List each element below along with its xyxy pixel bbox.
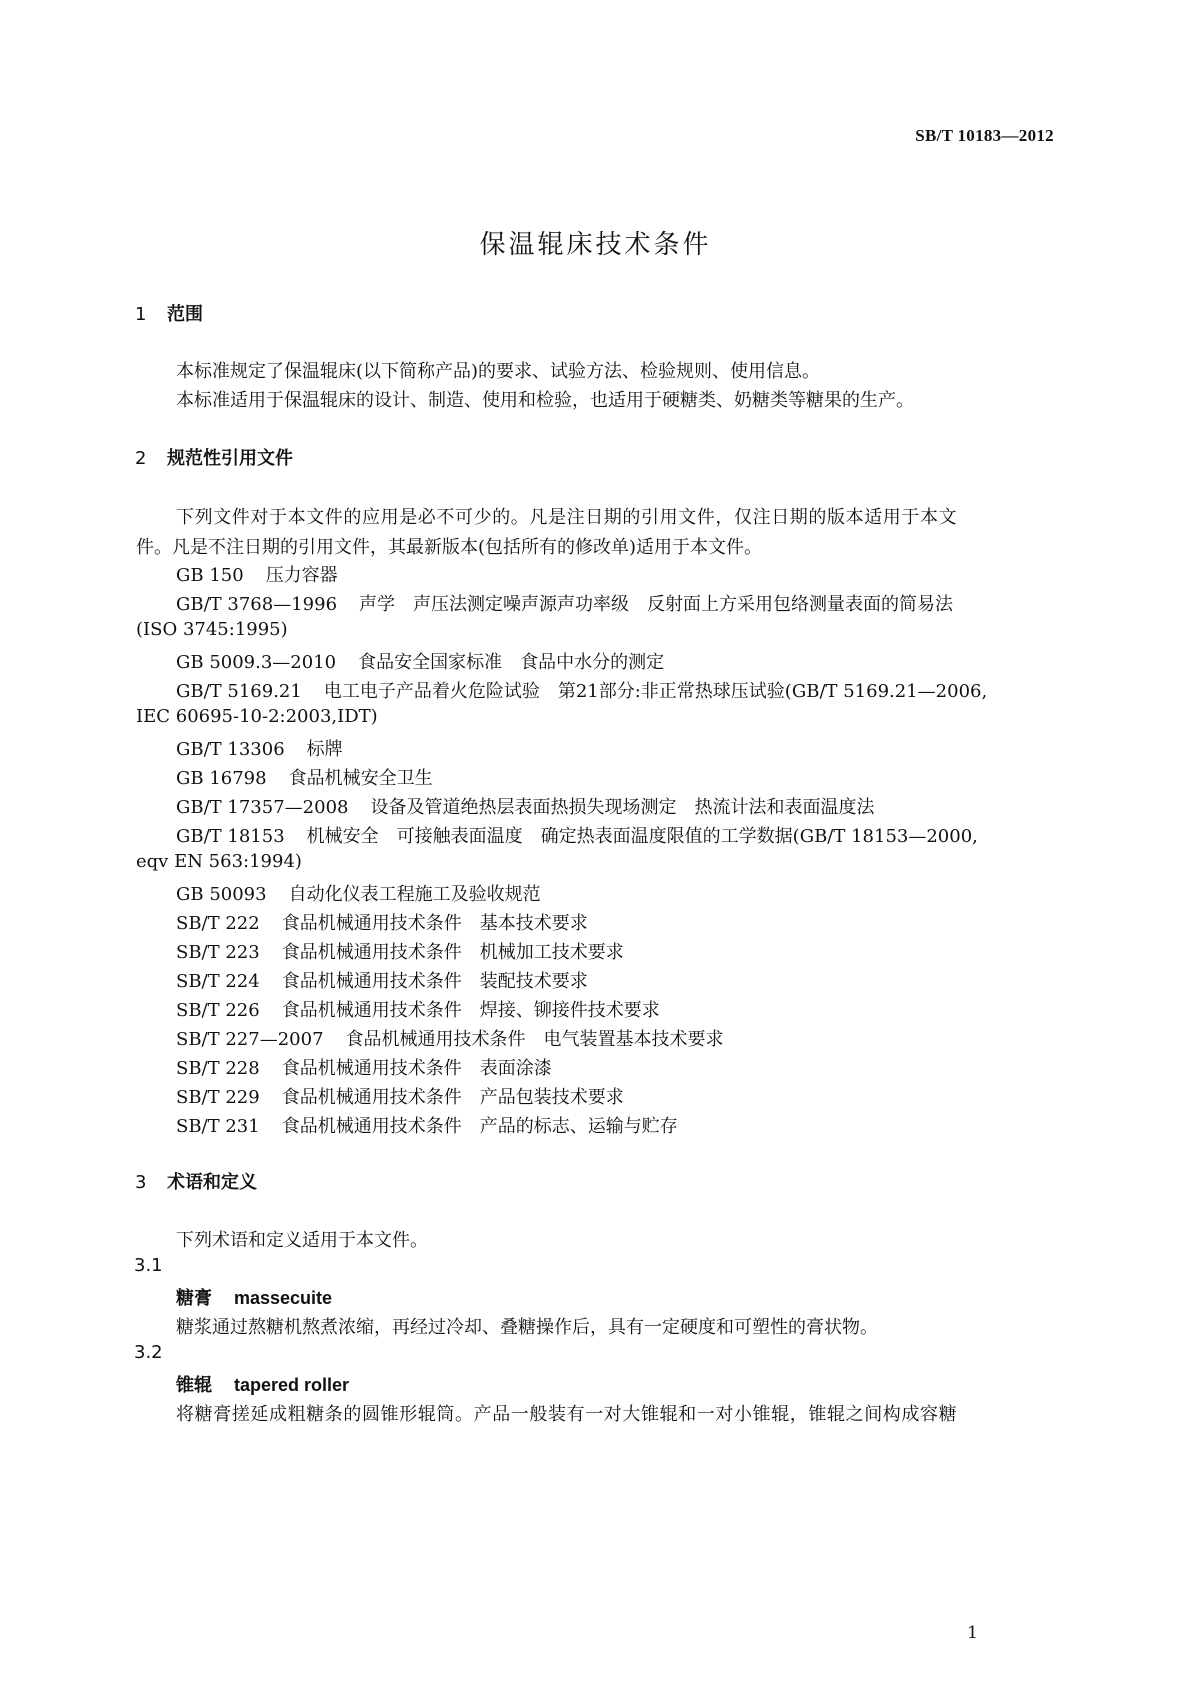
section-title: 范围 [167,304,203,325]
reference-title: 食品机械通用技术条件 电气装置基本技术要求 [345,1029,724,1050]
reference-code: SB/T 227—2007 [176,1029,324,1050]
section-number: 2 [135,448,147,469]
page-number: 1 [967,1623,978,1643]
section-number: 1 [135,304,147,325]
reference-code: SB/T 223 [176,942,260,963]
reference-code: SB/T 229 [176,1087,260,1108]
reference-title: 电工电子产品着火危险试验 第21部分:非正常热球压试验(GB/T 5169.21—2006, [323,681,988,702]
term-en: tapered roller [234,1375,350,1395]
reference-code: GB/T 5169.21 [176,681,302,702]
reference-title: 食品机械通用技术条件 产品包装技术要求 [281,1087,624,1108]
reference-item [176,735,343,761]
term-definition: 糖浆通过熬糖机熬煮浓缩，再经过冷却、叠糖操作后，具有一定硬度和可塑性的膏状物。 [176,1317,878,1338]
standard-number: SB/T 10183—2012 [915,126,1054,145]
reference-code: SB/T 224 [176,971,260,992]
section-title: 规范性引用文件 [167,448,293,469]
reference-title: 食品机械通用技术条件 焊接、铆接件技术要求 [281,1000,660,1021]
reference-code: GB/T 17357—2008 [176,797,349,818]
section-number: 3 [135,1172,147,1193]
reference-title: 食品机械安全卫生 [288,768,433,789]
reference-code: GB/T 3768—1996 [176,594,338,615]
term-heading [176,1284,332,1310]
reference-item [176,1025,724,1051]
reference-title: 食品机械通用技术条件 装配技术要求 [281,971,588,992]
reference-title: 食品机械通用技术条件 产品的标志、运输与贮存 [281,1116,678,1137]
reference-item [176,967,588,993]
terms-intro: 下列术语和定义适用于本文件。 [176,1230,428,1251]
term-zh: 锥辊 [176,1375,212,1396]
term-zh: 糖膏 [176,1288,212,1309]
reference-item [176,1112,678,1138]
reference-item [176,996,660,1022]
section-title: 术语和定义 [167,1172,257,1193]
term-heading [176,1371,349,1397]
reference-item [176,1083,624,1109]
reference-code: SB/T 231 [176,1116,260,1137]
reference-title: 食品机械通用技术条件 表面涂漆 [281,1058,552,1079]
section-heading-terms [135,1168,257,1194]
term-en: massecuite [234,1288,333,1308]
reference-continuation: (ISO 3745:1995) [136,619,288,640]
reference-item [176,793,874,819]
reference-code: GB/T 13306 [176,739,285,760]
document-title: 保温辊床技术条件 [479,230,712,260]
reference-title: 食品机械通用技术条件 基本技术要求 [281,913,588,934]
reference-title: 设备及管道绝热层表面热损失现场测定 热流计法和表面温度法 [370,797,875,818]
scope-paragraph-2: 本标准适用于保温辊床的设计、制造、使用和检验，也适用于硬糖类、奶糖类等糖果的生产。 [176,390,914,411]
reference-title: 声学 声压法测定噪声源声功率级 反射面上方采用包络测量表面的简易法 [359,594,954,615]
normative-intro-line-2: 件。凡是不注日期的引用文件，其最新版本(包括所有的修改单)适用于本文件。 [136,537,763,558]
reference-title: 标牌 [306,739,343,760]
reference-title: 自动化仪表工程施工及验收规范 [288,884,541,905]
reference-item [176,648,664,674]
term-number: 3.2 [134,1342,163,1363]
term-definition: 将糖膏搓延成粗糖条的圆锥形辊筒。产品一般装有一对大锥辊和一对小锥辊，锥辊之间构成容糖 [176,1404,958,1425]
reference-item [176,1054,552,1080]
reference-item [176,822,978,848]
reference-item [176,561,338,587]
normative-intro-line-1: 下列文件对于本文件的应用是必不可少的。凡是注日期的引用文件，仅注日期的版本适用于本文 [176,507,958,528]
reference-item [176,938,624,964]
reference-code: SB/T 222 [176,913,260,934]
reference-continuation: IEC 60695-10-2:2003,IDT) [136,706,378,727]
reference-code: SB/T 228 [176,1058,260,1079]
section-heading-normative [135,444,293,470]
reference-code: SB/T 226 [176,1000,260,1021]
section-heading-scope [135,300,203,326]
reference-title: 食品机械通用技术条件 机械加工技术要求 [281,942,624,963]
reference-code: GB 150 [176,565,244,586]
reference-code: GB/T 18153 [176,826,285,847]
reference-item [176,677,987,703]
reference-item [176,909,588,935]
reference-code: GB 5009.3—2010 [176,652,337,673]
reference-title: 压力容器 [265,565,338,586]
scope-paragraph-1: 本标准规定了保温辊床(以下简称产品)的要求、试验方法、检验规则、使用信息。 [176,361,821,382]
reference-title: 机械安全 可接触表面温度 确定热表面温度限值的工学数据(GB/T 18153—2000, [306,826,978,847]
reference-continuation: eqv EN 563:1994) [136,851,302,872]
term-number: 3.1 [134,1255,163,1276]
reference-title: 食品安全国家标准 食品中水分的测定 [358,652,665,673]
reference-item [176,590,953,616]
reference-code: GB 16798 [176,768,267,789]
reference-item [176,880,541,906]
reference-item [176,764,433,790]
reference-code: GB 50093 [176,884,267,905]
